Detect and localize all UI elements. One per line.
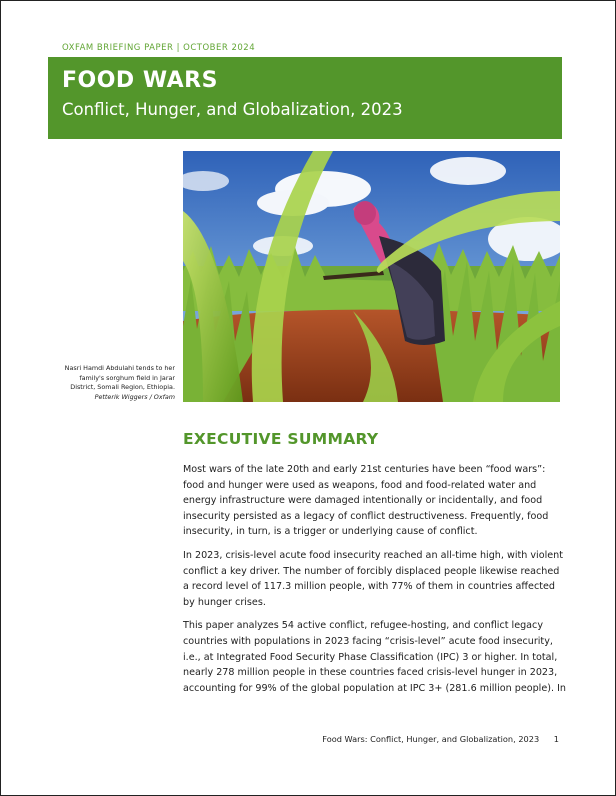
page-footer [322,734,559,744]
briefing-kicker: OXFAM BRIEFING PAPER | OCTOBER 2024 [62,43,256,53]
sorghum-field-photo-icon [183,151,560,402]
caption-line: Nasri Hamdi Abdulahi tends to her [64,364,175,372]
title-banner [48,57,562,139]
photo-credit: Petterik Wiggers / Oxfam [94,393,175,402]
photo-caption [41,364,175,403]
summary-paragraph: Most wars of the late 20th and early 21st centuries have been “food wars”: food and hunger were used as weapons, food and food-related water and energy infrastructure were damaged intentionally or incidentally, and food insecurity persisted as a legacy of conflict destructiveness. Frequently, food insecurity, in turn, is a trigger or underlying cause of conflict. [183,464,549,538]
page-number: 1 [553,734,559,744]
summary-paragraph: In 2023, crisis-level acute food insecurity reached an all-time high, with violent conflict a key driver. The number of forcibly displaced people likewise reached a record level of 117.3 million people, with 77% of them in countries affected by hunger crises. [183,549,564,608]
caption-line: family's sorghum field in Jarar [79,373,175,382]
executive-summary-heading: EXECUTIVE SUMMARY [183,430,379,448]
executive-summary-body [183,462,567,704]
footer-running-title: Food Wars: Conflict, Hunger, and Globalization, 2023 [322,734,540,744]
summary-paragraph: This paper analyzes 54 active conflict, refugee-hosting, and conflict legacy countries with populations in 2023 facing “crisis-level” acute food insecurity, i.e., at Integrated Food Security Phase Classification (IPC) 3 or higher. In total, nearly 278 million people in these countries faced crisis-level hunger in 2023, accounting for 99% of the global population at IPC 3+ (281.6 million people). In [183,620,567,694]
cover-photo [183,151,560,402]
caption-line: District, Somali Region, Ethiopia. [70,383,175,392]
document-title: FOOD WARS [62,68,218,93]
document-subtitle: Conflict, Hunger, and Globalization, 2023 [62,100,403,119]
